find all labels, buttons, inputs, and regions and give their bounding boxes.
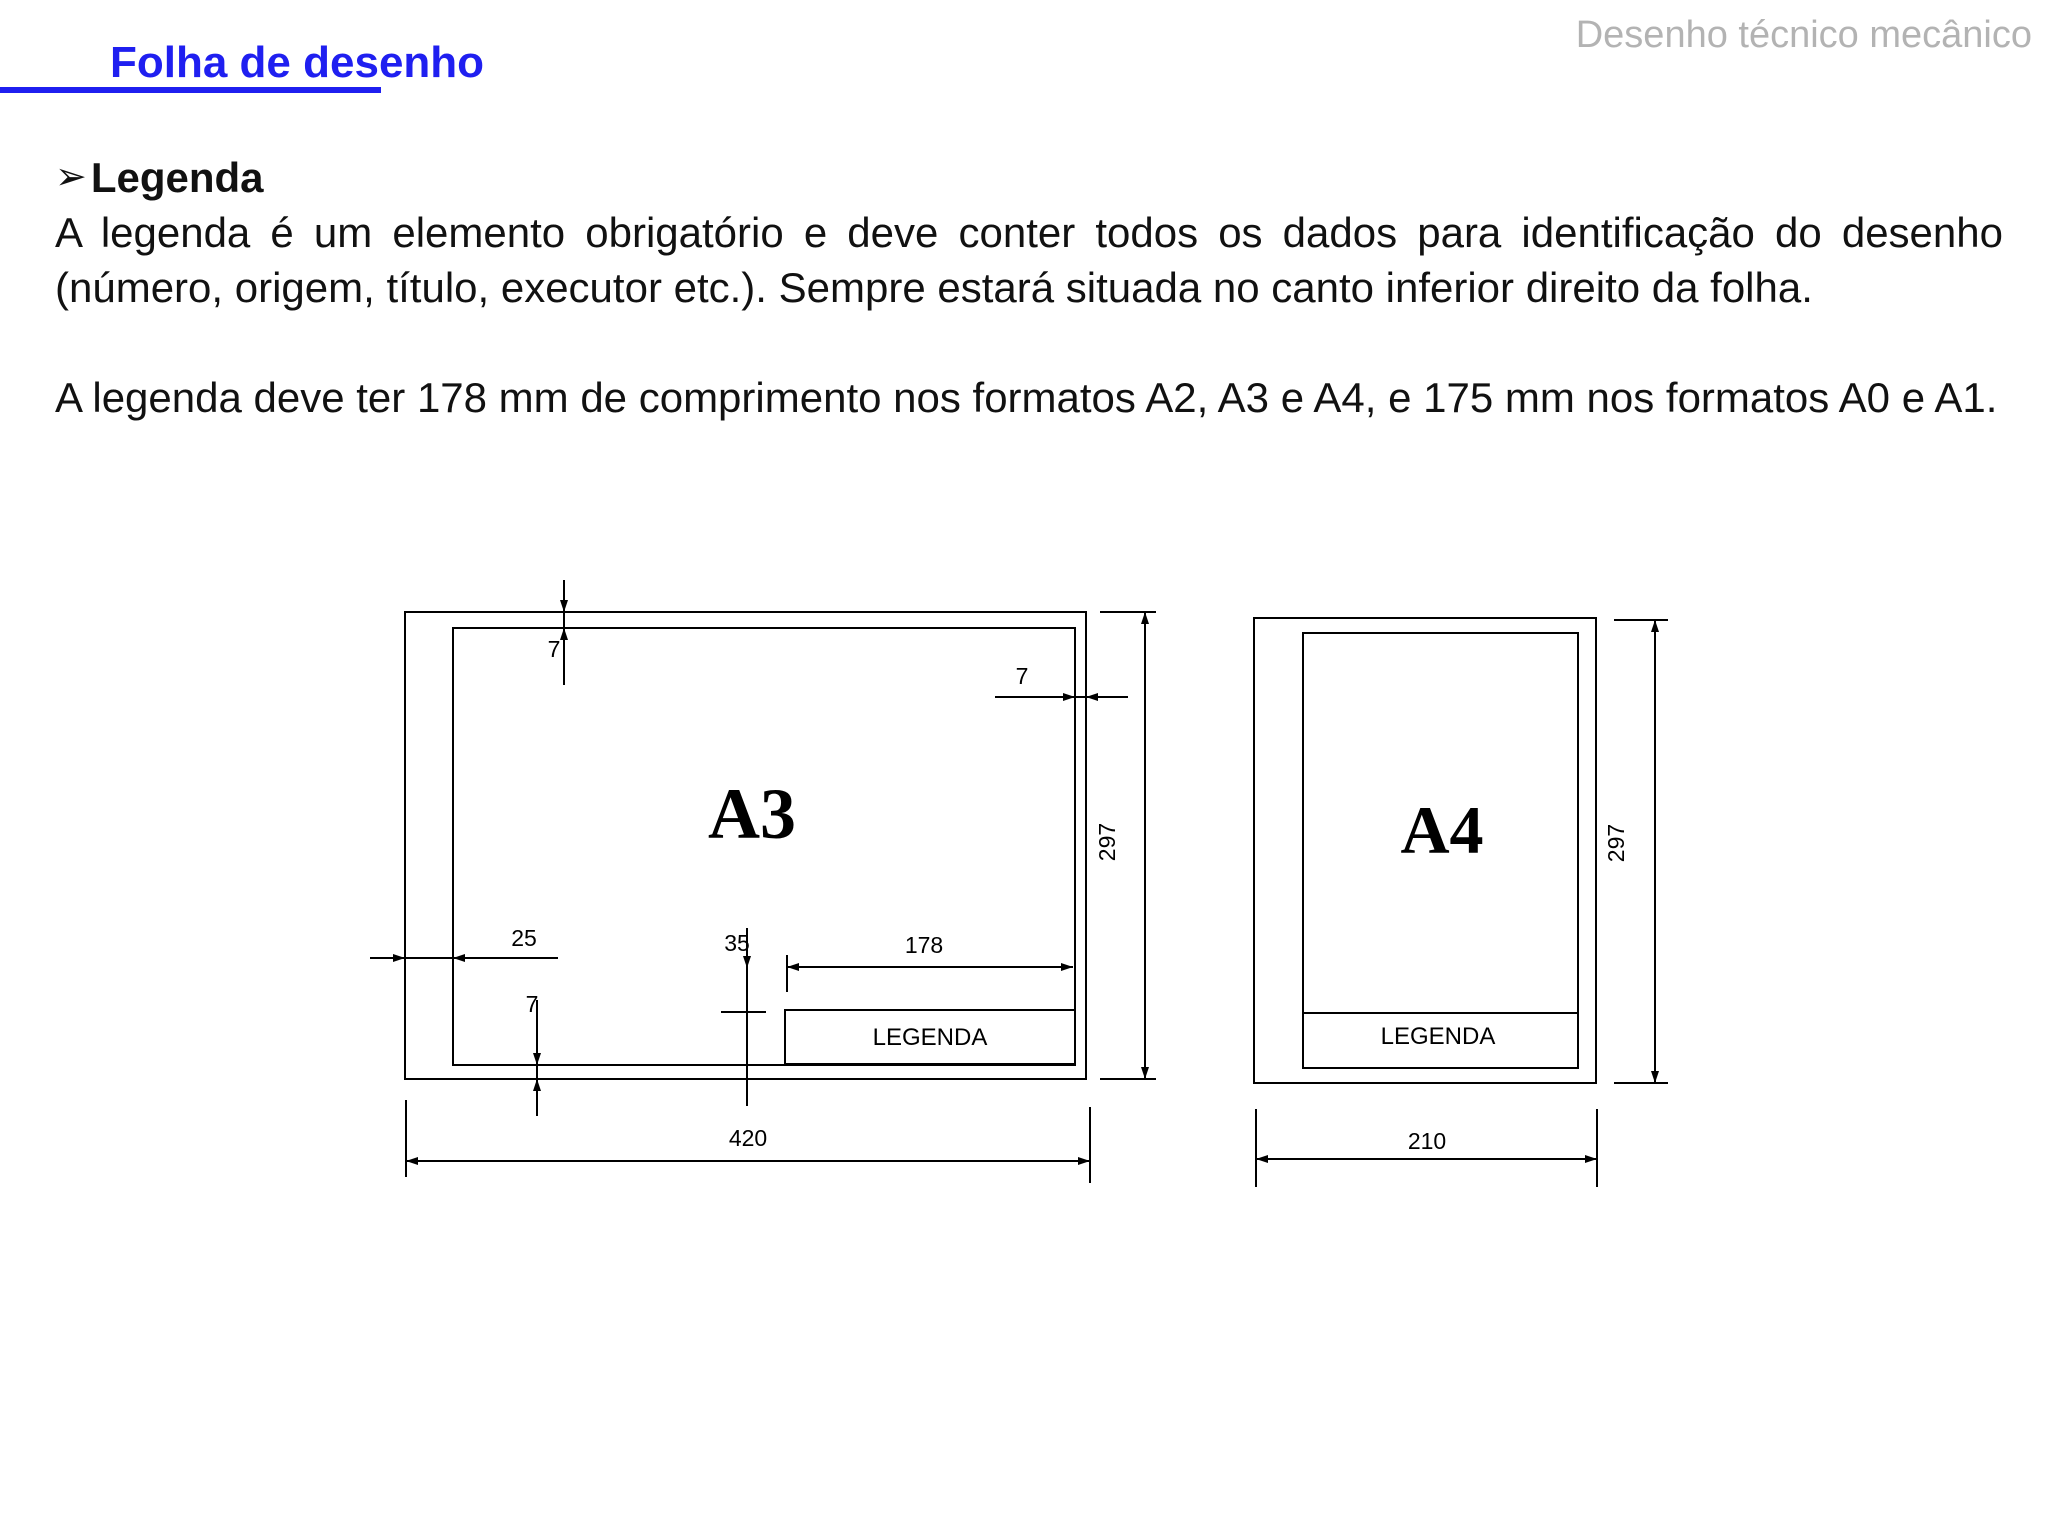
a3-dim-left-margin: 25: [511, 925, 537, 951]
a3-dim-right-margin: 7: [1015, 663, 1029, 689]
a3-legend-label: LEGENDA: [872, 1024, 988, 1051]
arrow-bullet-icon: ➢: [55, 156, 87, 198]
a3-dim-top-margin: 7: [547, 636, 561, 662]
a3-dim-legend-width: 178: [904, 932, 944, 958]
heading-label: Legenda: [90, 154, 264, 201]
a3-format-label: A3: [708, 774, 796, 854]
a3-dim-legend-height: 35: [724, 930, 750, 956]
paragraph-legend-definition: A legenda é um elemento obrigatório e deve conter todos os dados para identificação do desenho (número, origem, título, executor etc.). Sempre estará situada no canto inferior direito da folha.: [55, 209, 2003, 311]
a4-legend-label: LEGENDA: [1380, 1023, 1496, 1050]
slide-title: Folha de desenho: [110, 38, 485, 87]
paragraph-legend-length: A legenda deve ter 178 mm de comprimento nos formatos A2, A3 e A4, e 175 mm nos formatos A0 e A1.: [55, 374, 1998, 421]
a3-dim-bottom-margin: 7: [525, 991, 539, 1017]
a3-dim-height: 297: [1094, 822, 1120, 862]
subject-header: Desenho técnico mecânico: [1575, 14, 2032, 56]
a4-dim-height: 297: [1603, 823, 1629, 863]
a4-dim-width: 210: [1407, 1128, 1447, 1154]
a4-format-label: A4: [1400, 792, 1484, 868]
a3-dim-width: 420: [728, 1125, 768, 1151]
